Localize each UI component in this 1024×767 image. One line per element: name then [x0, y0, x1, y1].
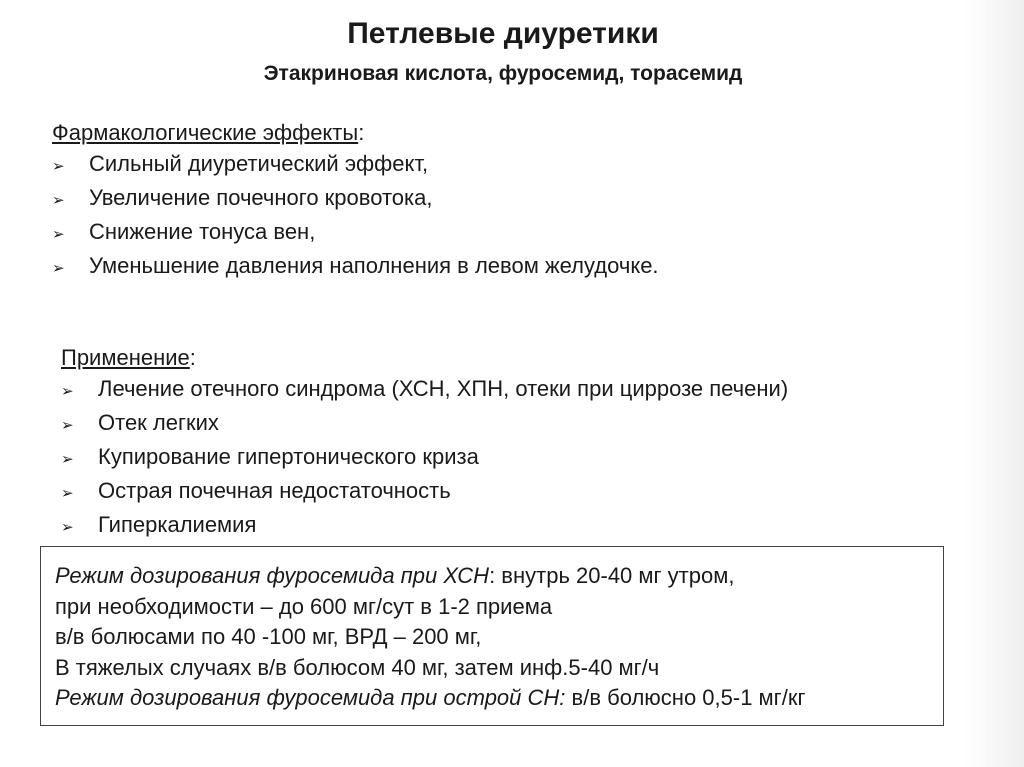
- dosing-regimen-acute-label: Режим дозирования фуросемида при острой СН:: [55, 685, 566, 710]
- arrow-bullet-icon: ➢: [61, 451, 74, 468]
- list-item: [52, 216, 659, 250]
- effects-item-text: Снижение тонуса вен,: [89, 219, 316, 244]
- arrow-bullet-icon: ➢: [52, 226, 65, 243]
- effects-item-text: Уменьшение давления наполнения в левом желудочке.: [89, 253, 659, 278]
- arrow-bullet-icon: ➢: [52, 260, 65, 277]
- uses-section: [61, 342, 788, 543]
- arrow-bullet-icon: ➢: [52, 192, 65, 209]
- arrow-bullet-icon: ➢: [61, 519, 74, 536]
- uses-heading-label: Применение: [61, 345, 190, 370]
- dosing-regimen-acute-text: в/в болюсно 0,5-1 мг/кг: [565, 685, 806, 710]
- arrow-bullet-icon: ➢: [52, 158, 65, 175]
- list-item: [52, 148, 659, 182]
- dosing-regimen-chf-label: Режим дозирования фуросемида при ХСН: [55, 563, 490, 588]
- arrow-bullet-icon: ➢: [61, 417, 74, 434]
- slide-edge-shadow: [964, 0, 1024, 767]
- effects-section: [52, 117, 659, 284]
- effects-item-text: Сильный диуретический эффект,: [89, 151, 429, 176]
- list-item: [52, 182, 659, 216]
- list-item: [61, 373, 788, 407]
- uses-item-text: Отек легких: [98, 410, 219, 435]
- dosing-regimen-chf-text: : внутрь 20-40 мг утром,: [489, 563, 735, 588]
- arrow-bullet-icon: ➢: [61, 485, 74, 502]
- slide-subtitle: Этакриновая кислота, фуросемид, торасемид: [263, 62, 743, 85]
- effects-heading-label: Фармакологические эффекты: [52, 120, 359, 145]
- uses-item-text: Острая почечная недостаточность: [98, 478, 451, 503]
- dosing-line: [55, 683, 943, 714]
- uses-item-text: Лечение отечного синдрома (ХСН, ХПН, отеки при циррозе печени): [98, 376, 789, 401]
- list-item: [61, 509, 788, 543]
- list-item: [61, 475, 788, 509]
- uses-heading: [61, 342, 788, 373]
- uses-heading-colon: :: [189, 345, 196, 370]
- list-item: [52, 250, 659, 284]
- list-item: [61, 441, 788, 475]
- uses-item-text: Купирование гипертонического криза: [98, 444, 479, 469]
- arrow-bullet-icon: ➢: [61, 383, 74, 400]
- slide-title: Петлевые диуретики: [347, 17, 659, 50]
- dosing-line: [55, 561, 943, 592]
- effects-heading: [52, 117, 659, 148]
- dosing-line: при необходимости – до 600 мг/сут в 1-2 приема: [55, 593, 553, 619]
- effects-item-text: Увеличение почечного кровотока,: [89, 185, 433, 210]
- dosing-line: в/в болюсами по 40 -100 мг, ВРД – 200 мг,: [55, 624, 482, 649]
- dosing-line: В тяжелых случаях в/в болюсом 40 мг, затем инф.5-40 мг/ч: [55, 654, 660, 680]
- uses-item-text: Гиперкалиемия: [98, 512, 257, 537]
- effects-heading-colon: :: [358, 120, 365, 145]
- list-item: [61, 407, 788, 441]
- dosing-box: [40, 546, 944, 726]
